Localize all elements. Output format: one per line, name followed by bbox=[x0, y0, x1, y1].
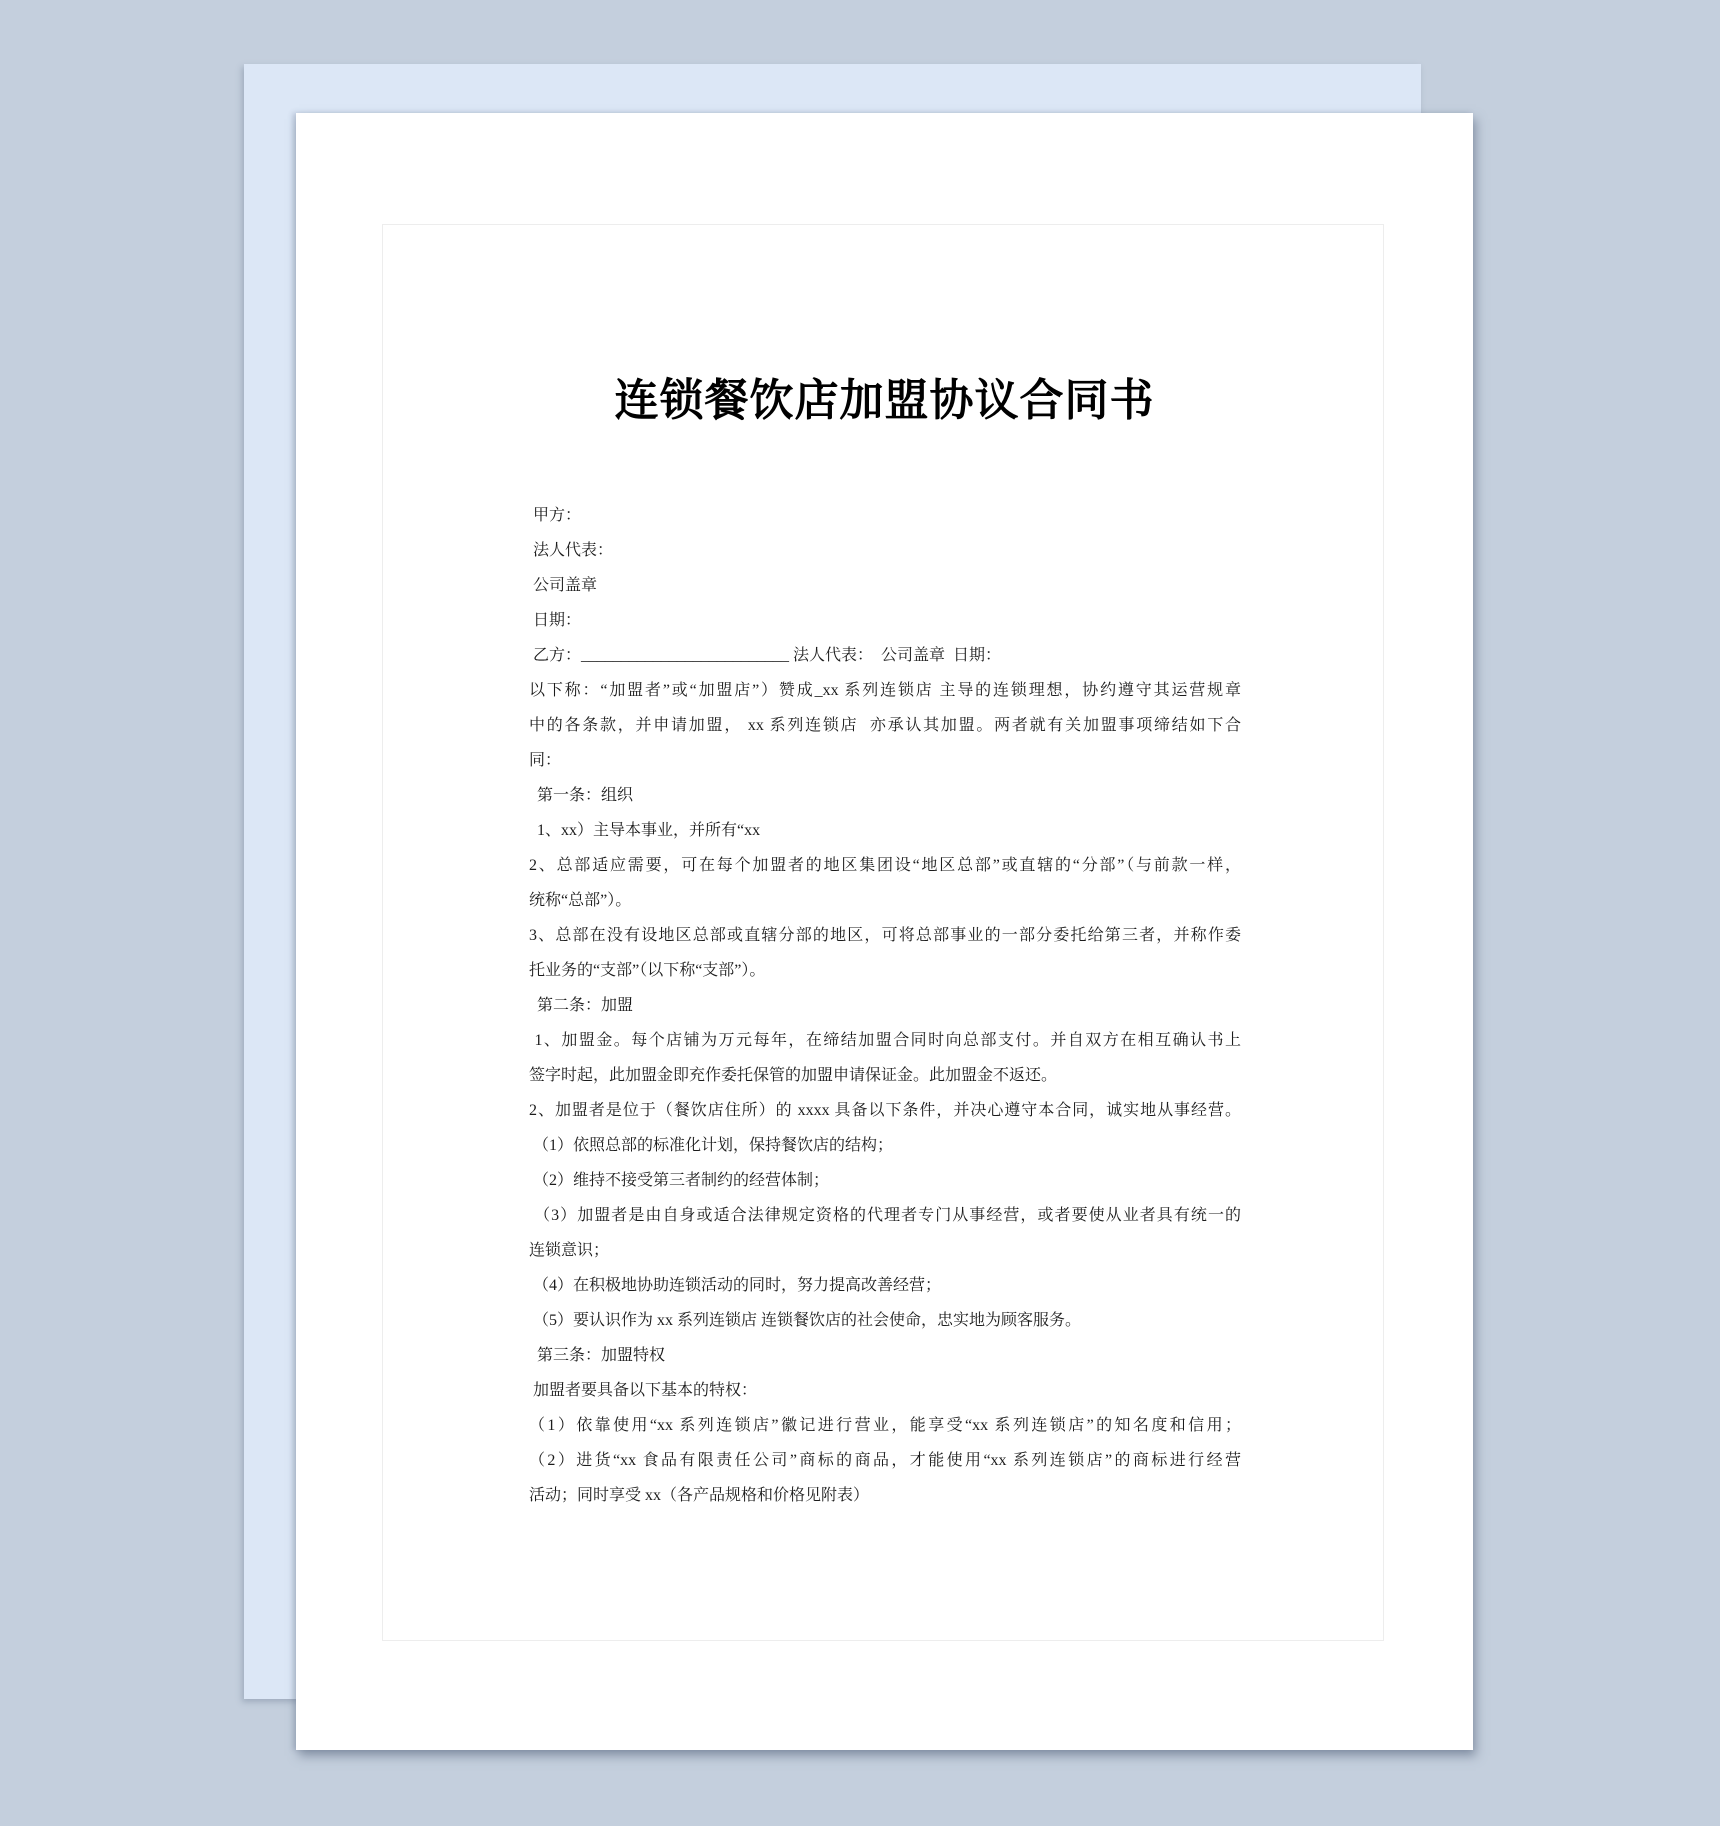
document-line: 同： bbox=[529, 752, 562, 769]
document-line: 2、加盟者是位于（餐饮店住所）的 xxxx 具备以下条件，并决心遵守本合同，诚实地从事经营。 bbox=[529, 1102, 1241, 1119]
document-line: 统称“总部”）。 bbox=[529, 892, 632, 909]
document-line: 托业务的“支部”（以下称“支部”）。 bbox=[529, 962, 766, 979]
document-line: （1）依靠使用“xx 系列连锁店”徽记进行营业，能享受“xx 系列连锁店”的知名度和信用； bbox=[529, 1417, 1241, 1434]
document-line: 甲方： bbox=[529, 507, 582, 524]
document-line: 活动；同时享受 xx（各产品规格和价格见附表） bbox=[529, 1487, 870, 1504]
document-line: （3）加盟者是由自身或适合法律规定资格的代理者专门从事经营，或者要使从业者具有统一的 bbox=[529, 1207, 1241, 1224]
document-line: 公司盖章 bbox=[529, 577, 598, 594]
document-line: 日期： bbox=[529, 612, 582, 629]
document-line: 连锁意识； bbox=[529, 1242, 610, 1259]
document-line: 加盟者要具备以下基本的特权： bbox=[529, 1382, 758, 1399]
document-line: （4）在积极地协助连锁活动的同时，努力提高改善经营； bbox=[529, 1277, 942, 1294]
document-line: 法人代表： bbox=[529, 542, 614, 559]
document-line: （5）要认识作为 xx 系列连锁店 连锁餐饮店的社会使命，忠实地为顾客服务。 bbox=[529, 1312, 1082, 1329]
document-line: 中的各条款，并申请加盟， xx 系列连锁店 亦承认其加盟。两者就有关加盟事项缔结如下合 bbox=[529, 717, 1241, 734]
document-line: 签字时起，此加盟金即充作委托保管的加盟申请保证金。此加盟金不返还。 bbox=[529, 1067, 1058, 1084]
document-line: 第一条：组织 bbox=[529, 787, 634, 804]
document-line: 1、加盟金。每个店铺为万元每年，在缔结加盟合同时向总部支付。并自双方在相互确认书上 bbox=[529, 1032, 1241, 1049]
document-line: 1、xx）主导本事业，并所有“xx bbox=[529, 822, 761, 839]
document-line: （1）依照总部的标准化计划，保持餐饮店的结构； bbox=[529, 1137, 894, 1154]
document-line: （2）维持不接受第三者制约的经营体制； bbox=[529, 1172, 830, 1189]
document-line: 第二条：加盟 bbox=[529, 997, 634, 1014]
document-line: 2、总部适应需要，可在每个加盟者的地区集团设“地区总部”或直辖的“分部”（与前款一样， bbox=[529, 857, 1241, 874]
document-line: 3、总部在没有设地区总部或直辖分部的地区，可将总部事业的一部分委托给第三者，并称作委 bbox=[529, 927, 1241, 944]
document-line: 以下称：“加盟者”或“加盟店”）赞成_xx 系列连锁店 主导的连锁理想，协约遵守其运营规章 bbox=[529, 682, 1241, 699]
document-title: 连锁餐饮店加盟协议合同书 bbox=[614, 376, 1155, 425]
document-body bbox=[529, 498, 1241, 1513]
document-line: 第三条：加盟特权 bbox=[529, 1347, 666, 1364]
document-page bbox=[296, 113, 1473, 1750]
document-line: 乙方：__________________________ 法人代表： 公司盖章 日期： bbox=[529, 647, 1002, 664]
document-line: （2）进货“xx 食品有限责任公司”商标的商品，才能使用“xx 系列连锁店”的商标进行经营 bbox=[529, 1452, 1241, 1469]
